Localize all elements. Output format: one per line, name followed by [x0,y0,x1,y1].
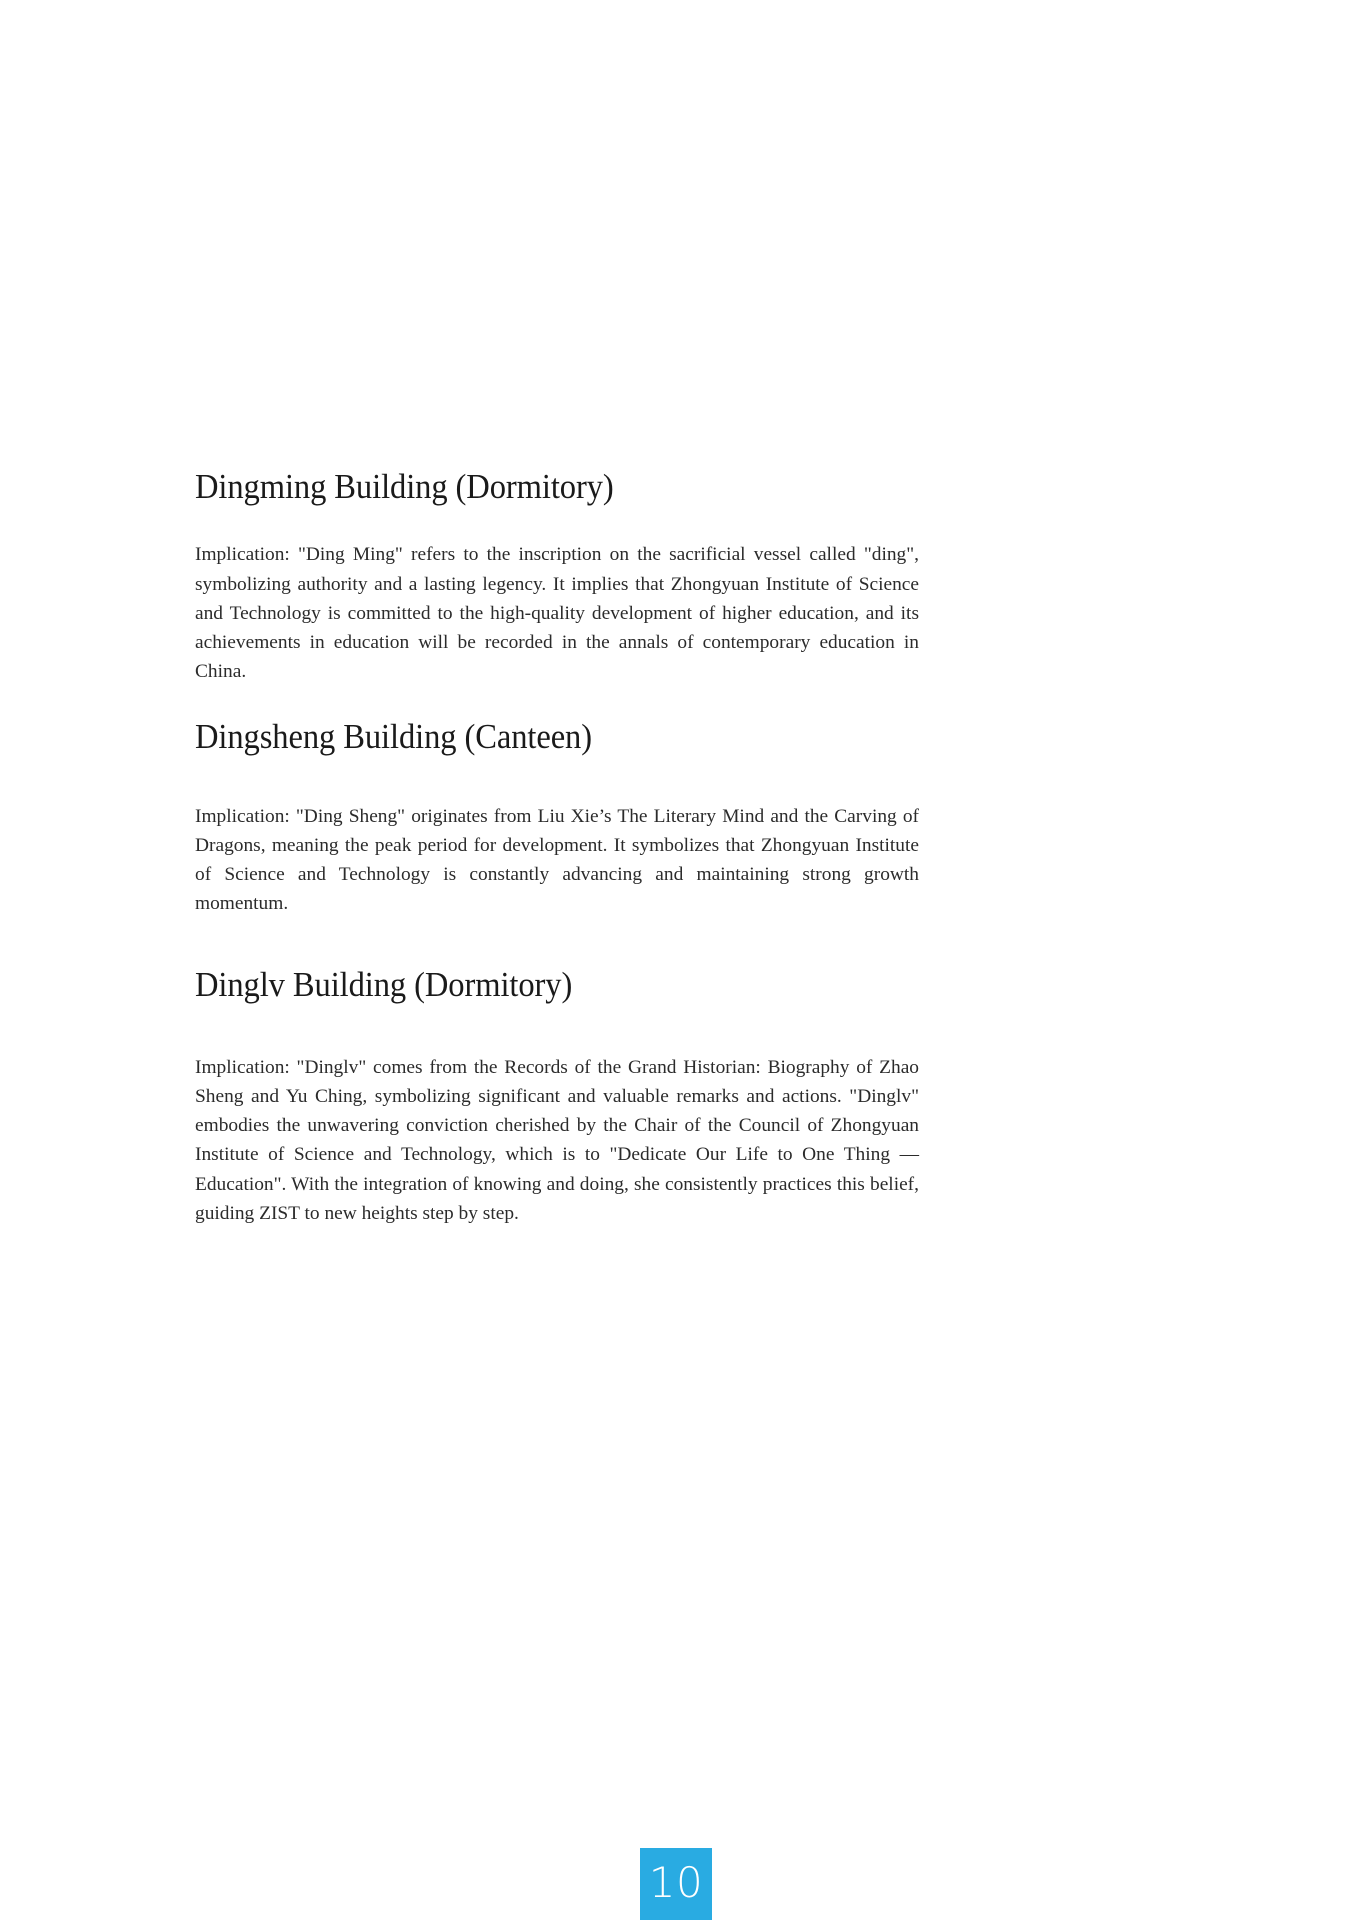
page-content [195,466,919,1228]
section-body-dinglv: Implication: "Dinglv" comes from the Records of the Grand Historian: Biography of Zhao Sheng and Yu Ching, symbolizing significant and valuable remarks and actions. "Dinglv" embodies the unwavering conviction cherished by the Chair of the Council of Zhongyuan Institute of Science and Technology, which is to "Dedicate Our Life to One Thing — Education". With the integration of knowing and doing, she consistently practices this belief, guiding ZIST to new heights step by step. [195,1056,919,1224]
section-heading-dinglv: Dinglv Building (Dormitory) [195,965,573,1005]
section-dinglv [195,964,919,1228]
section-heading-dingsheng: Dingsheng Building (Canteen) [195,717,592,757]
section-dingming [195,466,919,686]
section-body-dingsheng: Implication: "Ding Sheng" originates from Liu Xie’s The Literary Mind and the Carving of Dragons, meaning the peak period for development. It symbolizes that Zhongyuan Institute of Science and Technology is constantly advancing and maintaining strong growth momentum. [195,805,919,915]
page-number-label: 10 [648,1858,704,1907]
page-number-badge [640,1848,712,1920]
section-body-dingming: Implication: "Ding Ming" refers to the inscription on the sacrificial vessel called "ding", symbolizing authority and a lasting legency. It implies that Zhongyuan Institute of Science and Technology is committed to the high-quality development of higher education, and its achievements in education will be recorded in the annals of contemporary education in China. [195,544,919,683]
section-dingsheng [195,716,919,918]
section-heading-dingming: Dingming Building (Dormitory) [195,467,614,506]
